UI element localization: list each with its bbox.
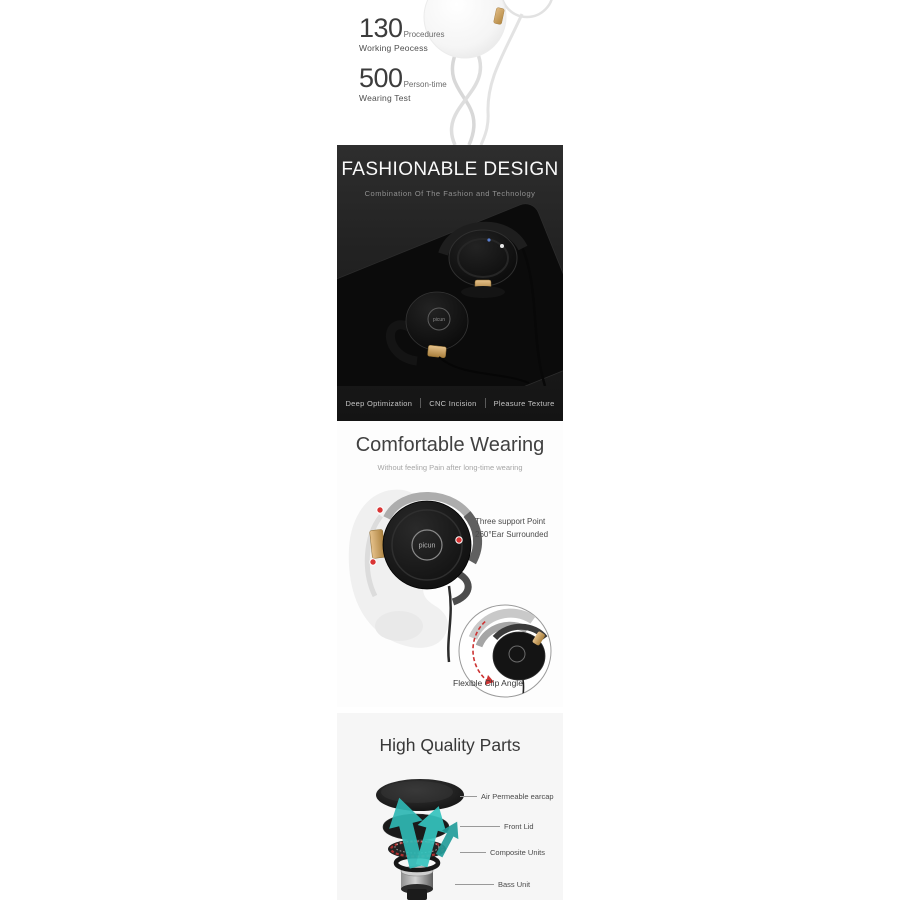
- stat-value: 130: [359, 13, 403, 43]
- feature-list: [337, 398, 563, 408]
- black-earphone: [383, 501, 471, 589]
- part-label: Bass Unit: [498, 880, 531, 889]
- support-point-marker: [377, 507, 383, 513]
- part-callout: [460, 792, 554, 801]
- stat-unit: Procedures: [403, 30, 445, 39]
- brand-logo: picun: [418, 542, 436, 550]
- part-label: Air Permeable earcap: [481, 792, 554, 801]
- cable-cross: [451, 52, 480, 145]
- stat-unit: Person-time: [403, 80, 447, 89]
- callout-line: [455, 884, 494, 885]
- part-callout: [460, 848, 545, 857]
- stat-label: Wearing Test: [359, 93, 411, 103]
- inset-label: Flexible Clip Angle: [453, 678, 523, 688]
- part-callout: [460, 822, 534, 831]
- comfortable-wearing-section: [337, 421, 563, 707]
- stat-label: Working Peocess: [359, 43, 428, 53]
- stat-value: 500: [359, 63, 403, 93]
- callout-line: [460, 796, 477, 797]
- content-strip: [337, 0, 563, 900]
- callout-line: Three support Point: [475, 517, 546, 526]
- fashionable-design-section: [337, 145, 563, 421]
- cable: [448, 586, 450, 662]
- section-subtitle: Without feeling Pain after long-time wearing: [377, 463, 523, 472]
- section-title: FASHIONABLE DESIGN: [341, 159, 559, 180]
- ear-lobe: [375, 611, 423, 641]
- brand-logo: picun: [433, 317, 445, 323]
- high-quality-parts-section: [337, 713, 563, 900]
- part-callout: [455, 880, 530, 889]
- black-earphone-on-phone-image: [337, 203, 563, 386]
- section-subtitle: Combination Of The Fashion and Technology: [364, 189, 536, 198]
- secondary-earphone-outline: [501, 0, 553, 17]
- stat-wearing-test: [359, 63, 447, 103]
- callout-line: [460, 852, 486, 853]
- part-label: Front Lid: [504, 822, 534, 831]
- feature-item: Pleasure Texture: [493, 398, 555, 408]
- section-title: Comfortable Wearing: [355, 434, 545, 456]
- feature-item: CNC Incision: [429, 398, 477, 408]
- section-title: High Quality Parts: [379, 735, 521, 755]
- feature-divider: [420, 398, 421, 408]
- flexible-clip-inset: [459, 605, 551, 707]
- callout-line: [460, 826, 500, 827]
- feature-divider: [485, 398, 486, 408]
- stat-working-process: [359, 13, 445, 53]
- support-point-callout: [475, 515, 548, 541]
- stats-section: [337, 0, 563, 145]
- support-point-marker: [370, 559, 376, 565]
- feature-item: Deep Optimization: [345, 398, 413, 408]
- support-point-marker: [456, 537, 462, 543]
- ear-wearing-image: [337, 476, 563, 707]
- callout-line: 260°Ear Surrounded: [475, 530, 549, 539]
- part-label: Composite Units: [490, 848, 546, 857]
